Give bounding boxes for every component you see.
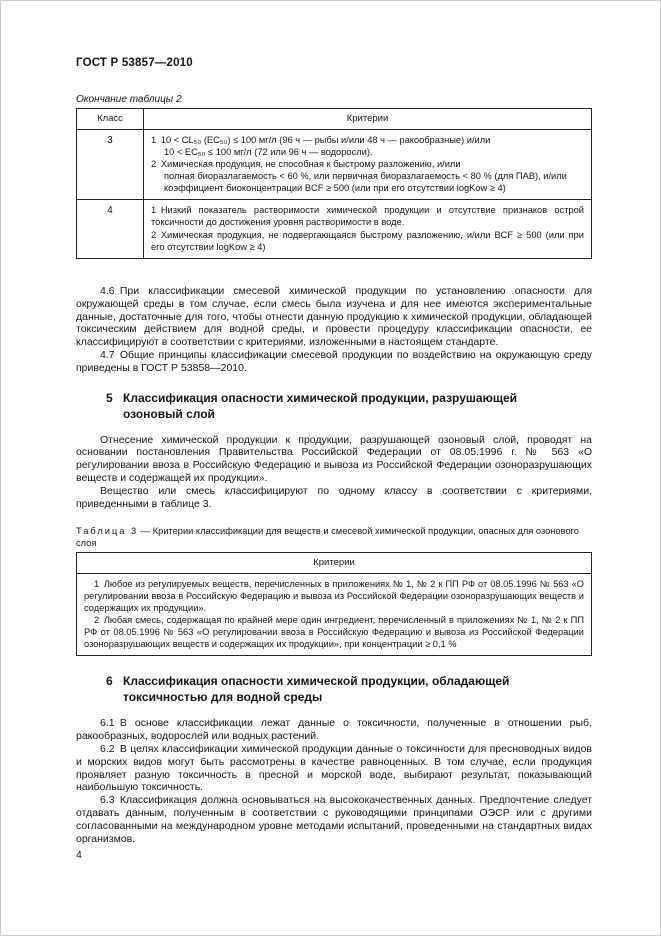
section6-number: 6: [106, 674, 113, 689]
section5-heading: [106, 390, 592, 422]
table2-class-4: 4: [77, 200, 144, 259]
table-row: [77, 200, 592, 259]
table2-class-3: 3: [77, 130, 144, 200]
paragraph-6-2: 6.2 В целях классификации химической продукции данные о токсичности для пресноводных видов и морских видов могут быть рассмотрены в качестве равноценных. В том случае, если продукция проявляет разную токсичность в пресной и морской воде, выбирают результат, показывающий наибольшую токсичность.: [76, 742, 592, 794]
paragraph-6-3: 6.3 Классификация должна основываться на высококачественных данных. Предпочтение следует отдавать данным, полученным в соответствии с руководящими принципами ОЭСР или с другими согласованными на международном уровне методами испытаний, проведенными на стандартных видах организмов.: [76, 794, 592, 845]
criteria-item: 2 Любая смесь, содержащая по крайней мере один ингредиент, перечисленный в приложениях № 1, № 2 к ПП РФ от 08.05.1996 № 563 «О регулировании ввоза в Российскую Федерацию и вывоза из Российской Федерации озоноразрушающих веществ и содержащих их продукции», при концентрации ≥ 0,1 %: [84, 615, 584, 650]
table2-header-class: Класс: [77, 109, 144, 130]
page-content: [76, 57, 592, 845]
criteria-item: 1 Любое из регулируемых веществ, перечисленных в приложениях № 1, № 2 к ПП РФ от 08.05.1996 № 563 «О регулировании ввоза в Российскую Федерацию и вывоза из Российской Федерации озоноразрушающих веществ и содержащих их продукции».: [84, 579, 584, 614]
criteria-line: 10 < EC₅₀ ≤ 100 мг/л (72 или 96 ч — водоросли).: [164, 147, 373, 157]
criteria-line: 1 10 < CL₅₀ (EC₅₀) ≤ 100 мг/л (96 ч — рыбы и/или 48 ч — ракообразные) и/или: [151, 135, 491, 145]
criteria-item: 1 Низкий показатель растворимости химической продукции и отсутствие признаков острой токсичности до достижения уровня растворимости в воде.: [151, 205, 584, 227]
table-row: [77, 574, 592, 656]
table-row: [77, 130, 592, 200]
table2-continuation-note: Окончание таблицы 2: [76, 94, 182, 105]
table2-header-criteria: Критерии: [144, 109, 592, 130]
section5-paragraph-2: Вещество или смесь классифицируют по одному классу в соответствии с критериями, приведенными в таблице 3.: [76, 484, 592, 510]
paragraph-4-6: 4.6 При классификации смесевой химической продукции по установлению опасности для окружающей среды в том случае, если смесь была изучена и для нее имеются экспериментальные данные, достаточные для того, чтобы отнести данную продукцию к химической продукции, обладающей токсическим действием для водной среды, и провести процедуру классификации опасности, ее классифицируют в соответствии с критериями, изложенными в настоящем стандарте.: [76, 285, 592, 349]
section6-heading: [106, 673, 592, 705]
page-number: 4: [76, 849, 82, 861]
table3-caption-label: Таблица 3: [76, 526, 139, 537]
paragraph-4-7: 4.7 Общие принципы классификации смесевой продукции по воздействию на окружающую среду приведены в ГОСТ Р 53858—2010.: [76, 348, 592, 374]
criteria-line: полная биоразлагаемость < 60 %, или первичная биоразлагаемость < 80 % (для ПАВ), и/или: [164, 171, 567, 181]
criteria-line: 2 Химическая продукция, не способная к быстрому разложению, и/или: [151, 159, 461, 169]
table3-header-row: [77, 553, 592, 574]
table2-criteria-3: [144, 130, 592, 200]
criteria-line: коэффициент биоконцентрации BCF ≥ 500 (или при его отсутствии logKow ≥ 4): [164, 183, 506, 193]
table3-criteria-cell: [77, 574, 592, 656]
paragraph-6-1: 6.1 В основе классификации лежат данные о токсичности, полученные в отношении рыб, ракообразных, водорослей или водных растений.: [76, 717, 592, 743]
section5-title: Классификация опасности химической продукции, разрушающей озоновый слой: [123, 390, 518, 421]
table3-caption: [76, 526, 592, 549]
table3-header-criteria: Критерии: [77, 553, 592, 574]
section5-number: 5: [106, 390, 113, 405]
criteria-item: 2 Химическая продукция, не подвергающаяся быстрому разложению, и/или BCF ≥ 500 (или при его отсутствии logKow ≥ 4): [151, 230, 584, 252]
table3: [76, 552, 592, 656]
table2-header-row: [77, 109, 592, 130]
table3-caption-text: — Критерии классификации для веществ и смесевой химической продукции, опасных для озонового слоя: [76, 526, 579, 548]
table2-criteria-4: [144, 200, 592, 259]
document-title: ГОСТ Р 53857—2010: [76, 57, 193, 69]
table2: [76, 108, 592, 259]
section6-title: Классификация опасности химической продукции, обладающей токсичностью для водной среды: [123, 674, 510, 705]
section5-paragraph-1: Отнесение химической продукции к продукции, разрушающей озоновый слой, проводят на основании постановления Правительства Российской Федерации от 08.05.1996 г. № 563 «О регулировании ввоза в Российскую Федерацию и вывоза из Российской Федерации озоноразрушающих веществ и содержащей их продукции».: [76, 433, 592, 484]
